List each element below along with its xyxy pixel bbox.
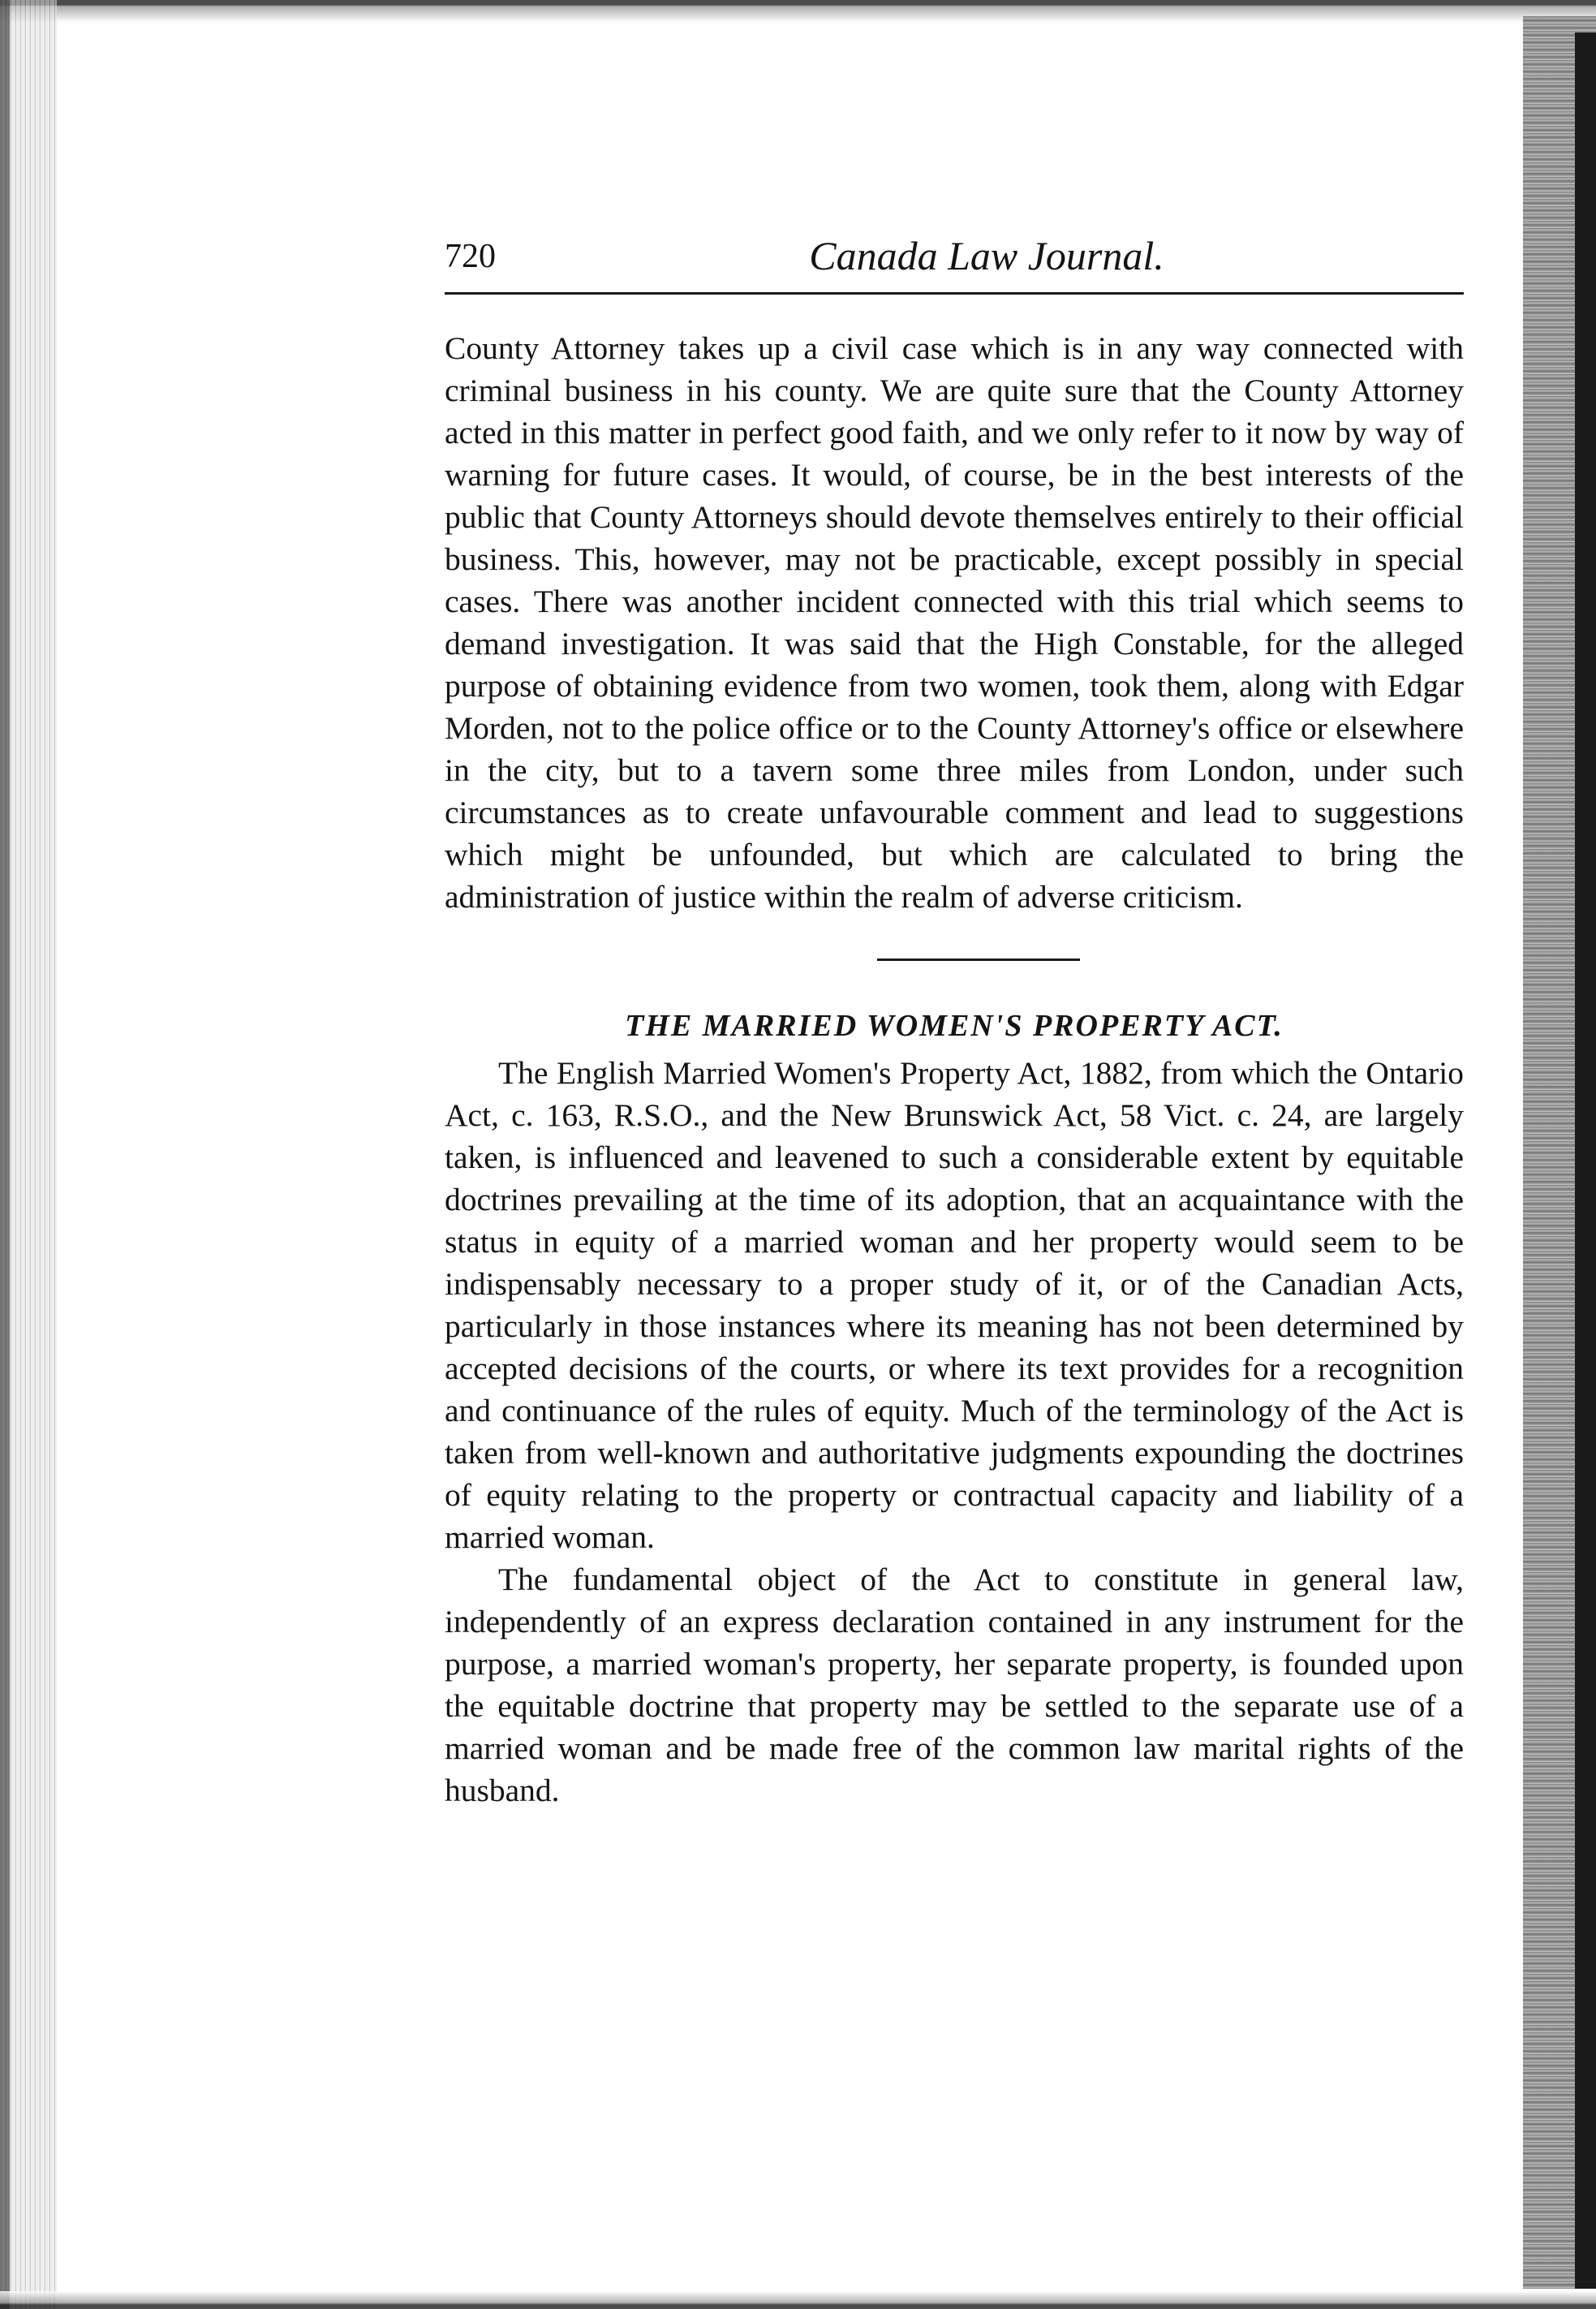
scan-edge-left-dark <box>0 0 10 2309</box>
continued-paragraph: County Attorney takes up a civil case which is in any way connected with criminal business in his county. We are quite sure that the County Attorney acted in this matter in perfect good faith, and we only refer to it now by way of warning for future cases. It would, of course, be in the best interests of the public that County Attorneys should devote themselves entirely to their official business. This, however, may not be practicable, except possibly in special cases. There was another incident connected with this trial which seems to demand investigation. It was said that the High Constable, for the alleged purpose of obtaining evidence from two women, took them, along with Edgar Morden, not to the police office or to the County Attorney's office or elsewhere in the city, but to a tavern some three miles from London, under such circumstances as to create unfavourable comment and lead to suggestions which might be unfounded, but which are calculated to bring the administration of justice within the realm of adverse criticism. <box>445 330 1464 915</box>
scan-edge-right-dark <box>1575 32 1596 2289</box>
header-rule <box>445 292 1464 295</box>
scan-edge-bottom <box>0 2291 1596 2309</box>
section-divider <box>877 958 1080 961</box>
scan-edge-top <box>0 0 1596 23</box>
section-paragraph-2: The fundamental object of the Act to constitute in general law, independently of an express declaration contained in any instrument for the purpose, a married woman's property, her separate property, is founded upon the equitable doctrine that property may be settled to the separate use of a married woman and be made free of the common law marital rights of the husband. <box>445 1562 1464 1808</box>
page-number: 720 <box>445 238 496 275</box>
journal-page <box>445 227 1464 1811</box>
running-head <box>445 227 1464 292</box>
section-paragraph-1: The English Married Women's Property Act, 1882, from which the Ontario Act, c. 163, R.S.O., and the New Brunswick Act, 58 Vict. c. 24, are largely taken, is influenced and leavened to such a considerable extent by equitable doctrines prevailing at the time of its adoption, that an acquaintance with the status in equity of a married woman and her property would seem to be indispensably necessary to a proper study of it, or of the Canadian Acts, particularly in those instances where its meaning has not been determined by accepted decisions of the courts, or where its text provides for a recognition and continuance of the rules of equity. Much of the terminology of the Act is taken from well-known and authoritative judgments expounding the doctrines of equity relating to the property or contractual capacity and liability of a married woman. <box>445 1055 1464 1555</box>
journal-title: Canada Law Journal. <box>809 233 1164 278</box>
section-heading: THE MARRIED WOMEN'S PROPERTY ACT. <box>625 1009 1284 1043</box>
